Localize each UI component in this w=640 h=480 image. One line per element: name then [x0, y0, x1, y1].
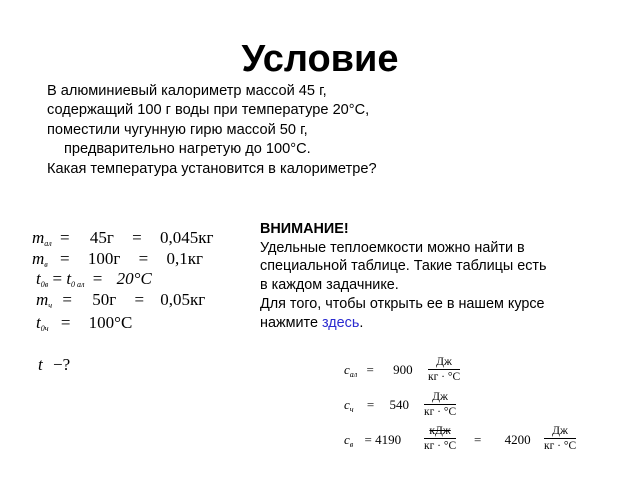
- formula-c-aluminium: $c_{ал} = 900$: [344, 362, 413, 379]
- page-title: Условие: [241, 38, 399, 80]
- problem-line: предварительно нагретую до 100°С.: [64, 141, 311, 158]
- problem-line: содержащий 100 г воды при температуре 20°С,: [47, 102, 370, 119]
- notice-line: Для того, чтобы открыть ее в нашем курсе: [260, 295, 545, 312]
- problem-line: В алюминиевый калориметр массой 45 г,: [47, 83, 327, 99]
- notice-line: Удельные теплоемкости можно найти в: [260, 239, 525, 256]
- problem-line: поместили чугунную гирю массой 50 г,: [47, 121, 308, 138]
- unit-fraction: Дж кг · °C: [428, 356, 461, 383]
- unit-fraction: Дж кг · °C: [544, 425, 577, 452]
- notice-line: специальной таблице. Такие таблицы есть: [260, 258, 547, 275]
- formula-c-cast-iron: $c_ч = 540$: [344, 397, 409, 414]
- unit-fraction: кДж кг · °C: [424, 425, 457, 452]
- given-mass-cast-iron: $m_ч = 50г = 0,05кг$: [36, 290, 206, 310]
- formula-c-water-si: = 4200: [474, 432, 531, 447]
- given-mass-water: $m_в = 100г = 0,1кг$: [32, 249, 203, 269]
- formula-c-water: $c_в = 4190$: [344, 432, 402, 449]
- given-mass-aluminium: $m_{ал} = 45г = 0,045кг$: [32, 228, 214, 248]
- table-link[interactable]: здесь: [321, 314, 360, 331]
- notice-line: в каждом задачнике.: [260, 277, 399, 294]
- given-initial-temperature: $t_{0в} = t_{0 ал} = 20^\circ C$: [36, 269, 152, 289]
- given-iron-temperature: $t_{0ч} = 100^\circ C$: [36, 313, 133, 333]
- problem-line: Какая температура установится в калориметре?: [47, 160, 377, 177]
- notice-heading: ВНИМАНИЕ!: [260, 221, 349, 237]
- find-unknown: t −?: [38, 355, 71, 374]
- unit-fraction: Дж кг · °C: [424, 391, 457, 418]
- notice-line: нажмите здесь.: [260, 314, 364, 331]
